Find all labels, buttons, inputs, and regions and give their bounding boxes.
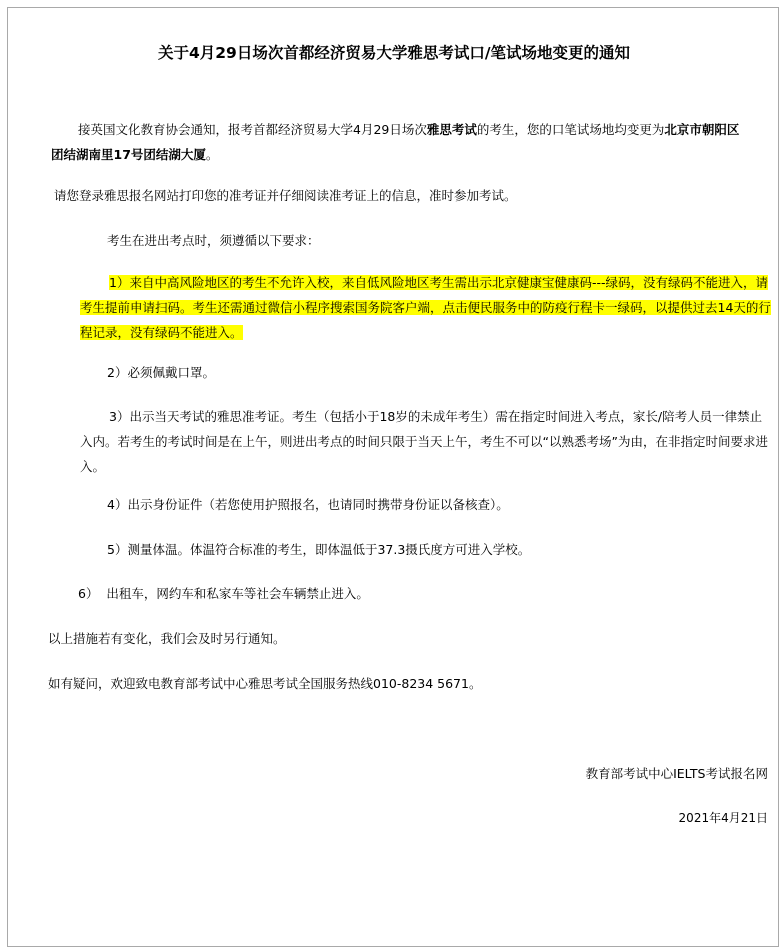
signature: 教育部考试中心IELTS考试报名网: [585, 766, 768, 781]
contact-info: 如有疑问，欢迎致电教育部考试中心雅思考试全国服务热线010-8234 5671。: [48, 676, 482, 691]
intro-text-1: 接英国文化教育协会通知，报考首都经济贸易大学4月29日场次: [78, 122, 427, 137]
date: 2021年4月21日: [678, 811, 768, 825]
requirement-item-5: 5）测量体温。体温符合标准的考生，即体温低于37.3摄氏度方可进入学校。: [107, 542, 531, 557]
requirement-item-1: [80, 270, 774, 345]
intro-bold-exam: 雅思考试: [426, 122, 477, 137]
intro-paragraph: [51, 117, 751, 167]
requirement-item-6: 6） 出租车，网约车和私家车等社会车辆禁止进入。: [78, 586, 369, 601]
intro-text-2: 的考生，您的口笔试场地均变更为: [476, 122, 665, 137]
requirement-1-highlighted-text: 1）来自中高风险地区的考生不允许入校，来自低风险地区考生需出示北京健康宝健康码---绿码，没有绿码不能进入，请考生提前申请扫码。考生还需通过微信小程序搜索国务院客户端，点击便民服务中的防疫行程卡一绿码，以提供过去14天的行程记录，没有绿码不能进入。: [80, 275, 771, 340]
requirement-item-3: 3）出示当天考试的雅思准考证。考生（包括小于18岁的未成年考生）需在指定时间进入考点，家长/陪考人员一律禁止入内。若考生的考试时间是在上午，则进出考点的时间只限于当天上午，考生不可以“以熟悉考场”为由，在非指定时间要求进入。: [80, 409, 768, 474]
requirements-heading: 考生在进出考点时，须遵循以下要求：: [107, 233, 320, 248]
intro-bold-address: 北京市朝阳区团结湖南里17号团结湖大厦: [51, 122, 740, 162]
requirement-item-2: 2）必须佩戴口罩。: [107, 365, 215, 380]
requirement-item-4: 4）出示身份证件（若您使用护照报名，也请同时携带身份证以备核查）。: [107, 497, 509, 512]
notice-frame: [7, 7, 779, 947]
login-instruction: 请您登录雅思报名网站打印您的准考证并仔细阅读准考证上的信息，准时参加考试。: [54, 188, 517, 203]
changes-notice: 以上措施若有变化，我们会及时另行通知。: [48, 631, 286, 646]
page-title: 关于4月29日场次首都经济贸易大学雅思考试口/笔试场地变更的通知: [157, 44, 631, 62]
intro-text-3: 。: [205, 147, 219, 162]
